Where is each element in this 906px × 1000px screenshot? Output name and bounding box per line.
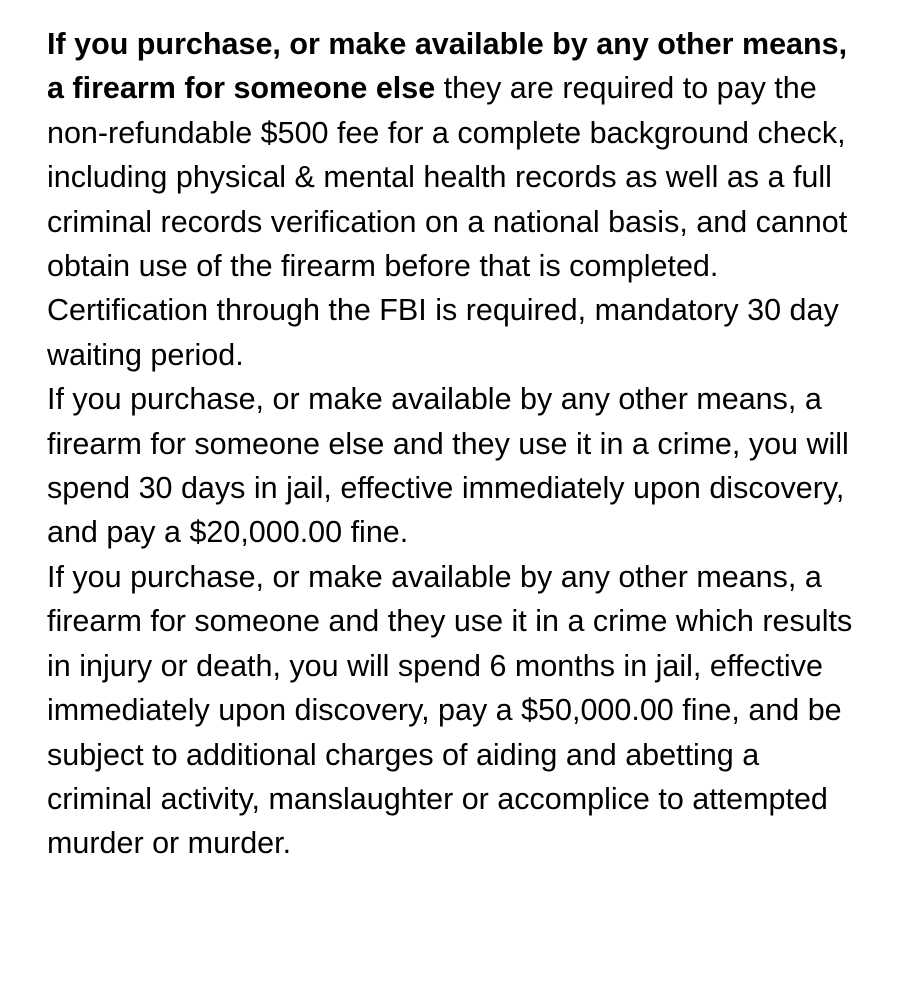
paragraph-lead-bold: If you purchase, or make available by any other means, a firearm for someone else bbox=[47, 27, 848, 106]
paragraph-crime-penalty: If you purchase, or make available by any other means, a firearm for someone else and they use it in a crime, you will spend 30 days in jail, effective immediately upon discovery, and pay a $20,000.00 fine. bbox=[47, 382, 849, 550]
paragraph-background-check bbox=[47, 22, 866, 377]
paragraph-text: they are required to pay the non-refundable $500 fee for a complete background check, including physical & mental health records as well as a full criminal records verification on a national basis, and cannot obtain use of the firearm before that is completed. Certification through the FBI is required, mandatory 30 day waiting period. bbox=[47, 71, 848, 372]
paragraph-injury-death-penalty: If you purchase, or make available by any other means, a firearm for someone and they use it in a crime which results in injury or death, you will spend 6 months in jail, effective immediately upon discovery, pay a $50,000.00 fine, and be subject to additional charges of aiding and abetting a criminal activity, manslaughter or accomplice to attempted murder or murder. bbox=[47, 559, 853, 861]
